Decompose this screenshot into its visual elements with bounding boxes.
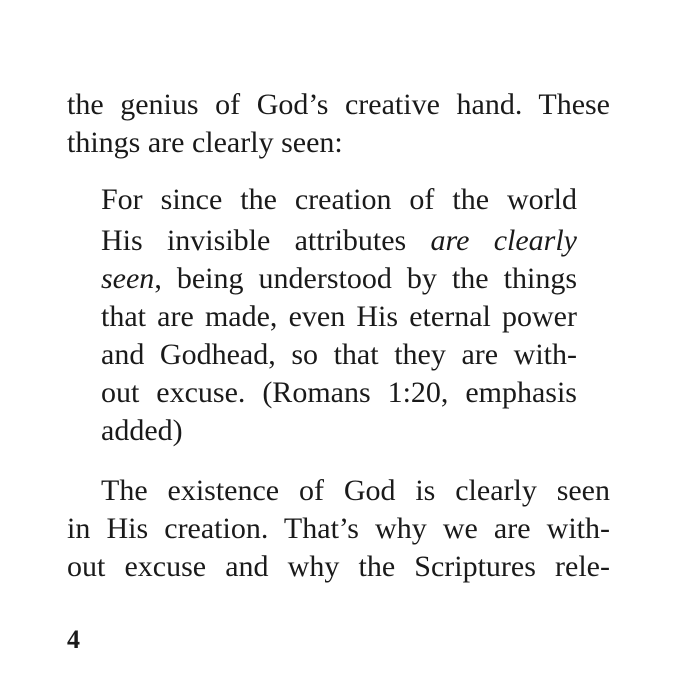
quote-line-1: For since the creation of the world (101, 183, 577, 216)
quote-line-2-prefix: His invisible attributes (101, 224, 431, 257)
paragraph-bottom-line-3: out excuse and why the Scriptures rele- (67, 550, 610, 583)
quote-line-6: out excuse. (Romans 1:20, emphasis (101, 376, 577, 409)
paragraph-top-line-1: the genius of God’s creative hand. These (67, 88, 610, 121)
quote-emphasis-2: seen (101, 262, 155, 295)
quote-line-3-rest: , being understood by the things (154, 262, 577, 295)
quote-emphasis-1: are clearly (430, 224, 577, 257)
quote-line-4: that are made, even His eternal power (101, 300, 577, 333)
quote-line-2 (101, 222, 577, 260)
quote-line-3 (101, 260, 577, 298)
page-number: 4 (67, 625, 80, 654)
quote-line-5: and Godhead, so that they are with- (101, 338, 577, 371)
paragraph-top-line-2: things are clearly seen: (67, 126, 343, 159)
quote-line-7: added) (101, 414, 183, 447)
paragraph-bottom-line-1: The existence of God is clearly seen (101, 474, 610, 507)
paragraph-bottom-line-2: in His creation. That’s why we are with- (67, 512, 610, 545)
